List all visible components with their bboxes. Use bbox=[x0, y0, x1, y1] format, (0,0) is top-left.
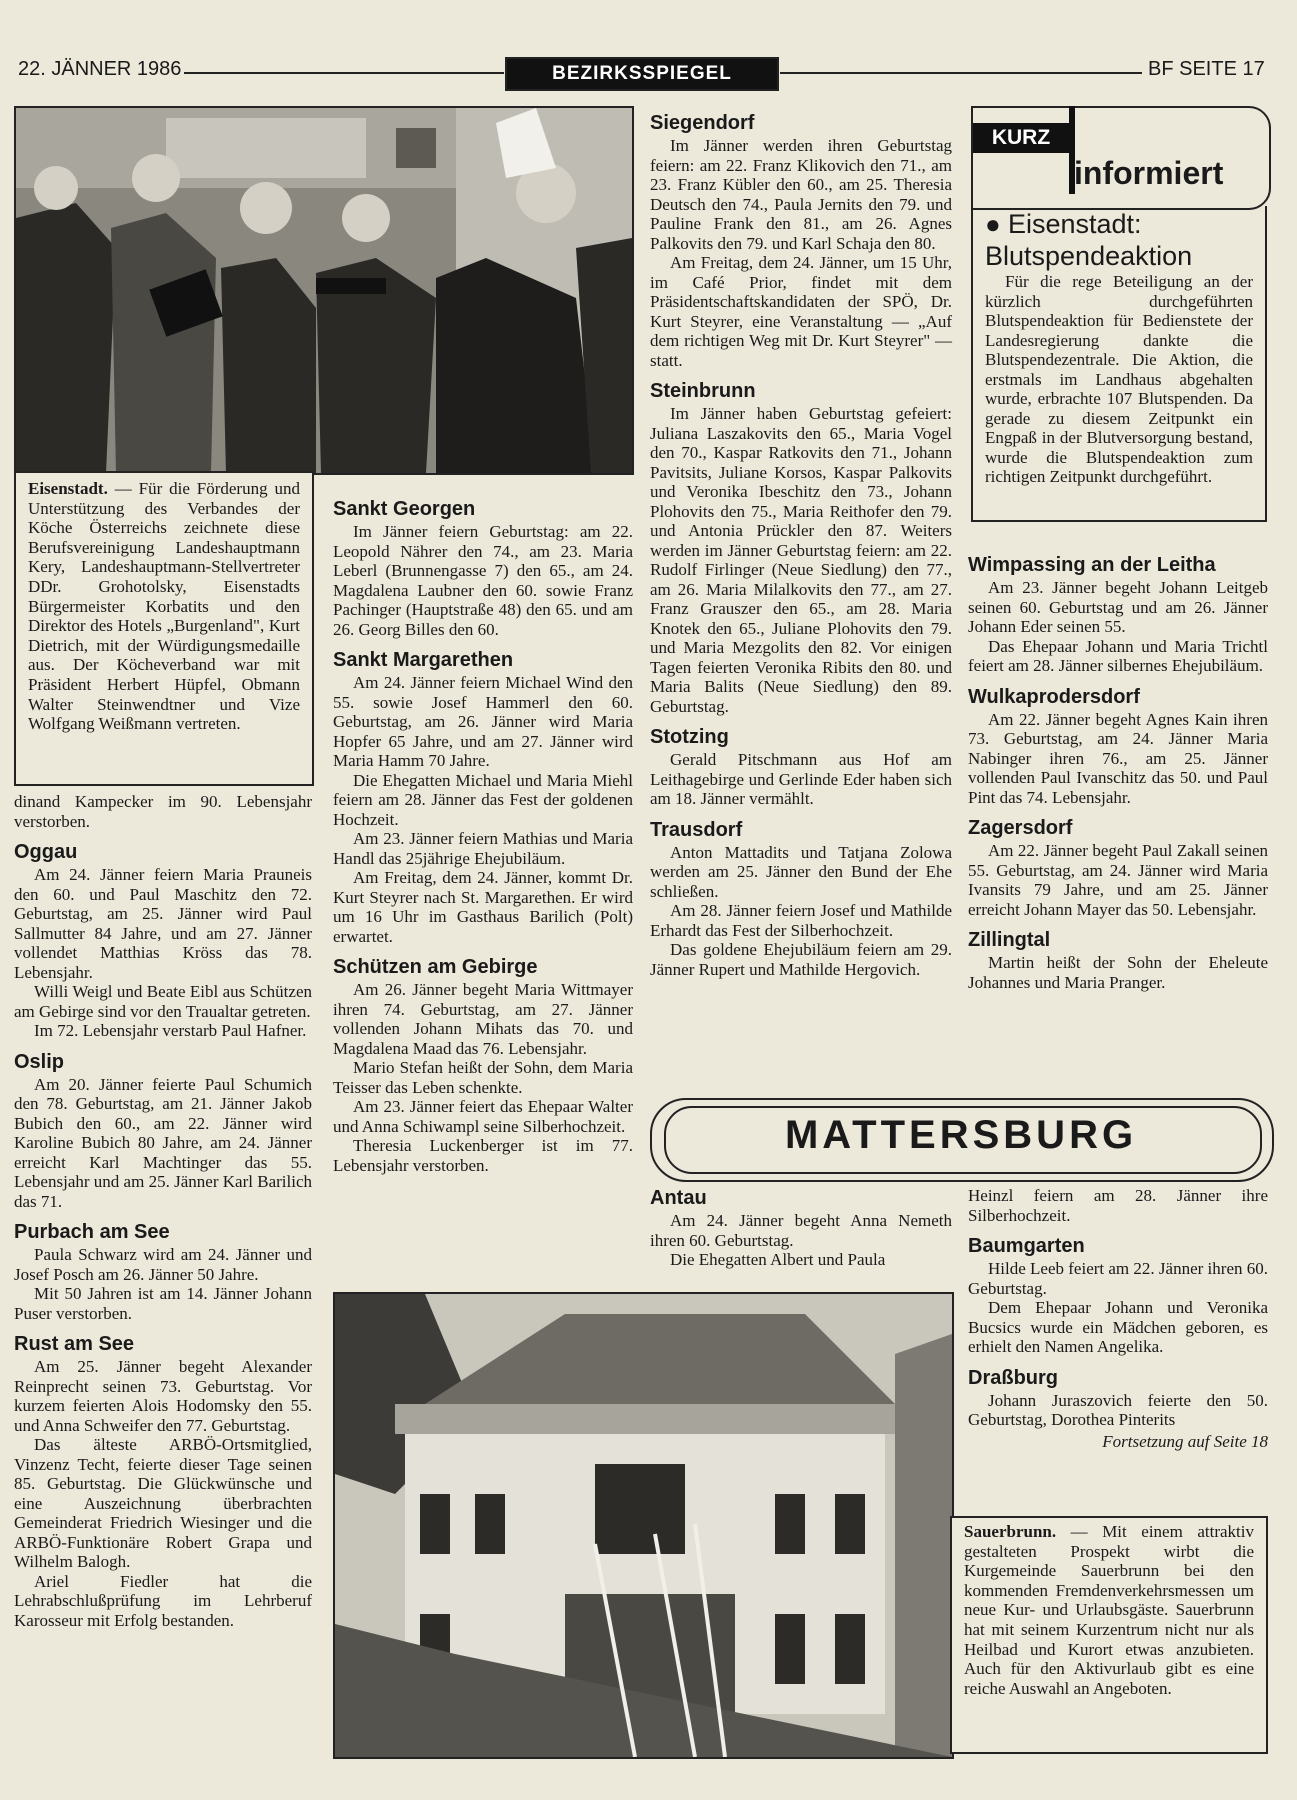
section-heading: Purbach am See bbox=[14, 1221, 170, 1243]
kurz-headline bbox=[985, 208, 1253, 272]
mattersburg-title: MATTERSBURG bbox=[784, 1113, 1138, 1157]
paragraph: Ariel Fiedler hat die Lehrabschlußprüfung im Lehrberuf Karosseur mit Erfolg bestanden. bbox=[14, 1571, 312, 1630]
kurz-text-para: Für die rege Beteiligung an der kürzlich durchgeführten Blutspendeaktion für Bedienstete der Landesregierung dankte die Blutspendezentrale. Die Aktion, die erstmals im Landhaus abgehalten wurde, erbrachte 107 Blutspenden. Da gerade zu diesem Zeitpunkt ein Engpaß in der Blutversorgung bestand, wurde die Blutspendeaktion zum richtigen Zeitpunkt durchgeführt. bbox=[985, 272, 1253, 486]
section-body bbox=[968, 953, 1268, 992]
kurz-text bbox=[985, 272, 1253, 487]
paragraph: Am 26. Jänner begeht Maria Wittmayer ihren 74. Geburtstag, am 27. Jänner vollenden Johann Mihats das 70. und Magdalena Maad das 76. Lebensjahr. bbox=[333, 980, 633, 1058]
section-heading: Sankt Georgen bbox=[333, 498, 476, 520]
column-3 bbox=[650, 102, 952, 979]
kurz-content bbox=[971, 206, 1267, 522]
section-title: BEZIRKSSPIEGEL bbox=[505, 57, 779, 91]
paragraph: Am 24. Jänner feiern Maria Prauneis den 60. und Paul Maschitz den 72. Geburtstag, am 25. Jänner wird Paul Sallmutter 84 Jahre, und am 27. Jänner vollendet Matthias Kröss das 78. Lebensjahr. bbox=[14, 865, 312, 982]
col3-sections bbox=[650, 110, 952, 979]
paragraph: Theresia Luckenberger ist im 77. Lebensjahr verstorben. bbox=[333, 1136, 633, 1175]
section-body bbox=[968, 1259, 1268, 1357]
paragraph: Das Ehepaar Johann und Maria Trichtl feiert am 28. Jänner silbernes Ehejubiläum. bbox=[968, 636, 1268, 675]
antau-para-2: Die Ehegatten Albert und Paula bbox=[670, 1250, 886, 1269]
section-heading: Stotzing bbox=[650, 726, 729, 748]
paragraph: Am 28. Jänner feiern Josef und Mathilde Erhardt das Fest der Silberhochzeit. bbox=[650, 901, 952, 940]
paragraph: Im Jänner haben Geburtstag gefeiert: Juliana Laszakovits den 65., Maria Vogel den 70., Kaspar Ratkovits den 71., Johann Pavitsits, Juliane Korsos, Kaspar Palkovits und Veronika Ibeschitz den 73., Johann Plohovits den 75., Maria Reithofer den 79. und Antonia Prückler den 87. Weiters werden im Jänner Geburtstag feiern: am 22. Rudolf Firlinger (Neue Siedlung) den 77., am 26. Maria Milalkovits den 77., am 27. Franz Grauszer den 65., am 28. Maria Knotek den 65., Juliane Plohovits den 79. und Maria Mezgolits den 82. Vor einigen Tagen feierten Veronika Ribits den 80. und Maria Balits (Neue Siedlung) den 89. Geburtstag. bbox=[650, 404, 952, 716]
section-body bbox=[968, 1391, 1268, 1430]
section-body bbox=[14, 865, 312, 1041]
bullet-icon: ● bbox=[985, 209, 1008, 239]
paragraph: Am 25. Jänner begeht Alexander Reinprecht seinen 73. Geburtstag. Vor kurzem feierten Alois Hodomsky den 55. und Anna Schweifer den 77. Geburtstag. bbox=[14, 1357, 312, 1435]
section-body bbox=[968, 578, 1268, 676]
section-body bbox=[333, 673, 633, 946]
section-heading: Schützen am Gebirge bbox=[333, 956, 538, 978]
paragraph: Willi Weigl und Beate Eibl aus Schützen am Gebirge sind vor den Traualtar getreten. bbox=[14, 982, 312, 1021]
antau-section bbox=[650, 1185, 952, 1270]
section-body bbox=[968, 710, 1268, 808]
award-ceremony-image bbox=[16, 108, 632, 473]
paragraph: Martin heißt der Sohn der Eheleute Johannes und Maria Pranger. bbox=[968, 953, 1268, 992]
paragraph: Die Ehegatten Michael und Maria Miehl feiern am 28. Jänner das Fest der goldenen Hochzeit. bbox=[333, 770, 633, 829]
photo-award-ceremony bbox=[14, 106, 634, 475]
kurz-headline-text: Eisenstadt: Blutspendeaktion bbox=[985, 209, 1193, 271]
col1-continuation: dinand Kampecker im 90. Lebensjahr verstorben. bbox=[14, 792, 312, 831]
header-rule-left bbox=[184, 72, 504, 74]
paragraph: Das älteste ARBÖ-Ortsmitglied, Vinzenz Techt, feierte dieser Tage seinen 85. Geburtstag. Die Glückwünsche und eine Auszeichnung überbrachten Gemeinderat Friedrich Wiesinger und die ARBÖ-Funktionäre Robert Grapa und Wilhelm Balogh. bbox=[14, 1435, 312, 1571]
section-heading: Antau bbox=[650, 1187, 707, 1209]
section-heading: Draßburg bbox=[968, 1366, 1058, 1389]
section-heading: Wulkaprodersdorf bbox=[968, 685, 1140, 708]
header-rule-right bbox=[780, 72, 1142, 74]
paragraph: Hilde Leeb feiert am 22. Jänner ihren 60. Geburtstag. bbox=[968, 1259, 1268, 1298]
paragraph: Am 22. Jänner begeht Agnes Kain ihren 73. Geburtstag, am 24. Jänner Maria Nabinger ihren 76., am 25. Jänner vollenden Paul Ivanschitz das 50. und Paul Pint das 74. Lebensjahr. bbox=[968, 709, 1268, 807]
mattersburg-sections bbox=[968, 1233, 1268, 1430]
mattersburg-right-column bbox=[968, 1186, 1268, 1452]
paragraph: Im Jänner werden ihren Geburtstag feiern: am 22. Franz Klikovich den 71., am 23. Franz Kübler den 60., am 25. Theresia Deutsch den 74., Paula Jernits den 79. und Pauline Frank den 81., am 26. Agnes Palkovits den 79. und Karl Schaja den 80. bbox=[650, 136, 952, 253]
antau-para-1: Am 24. Jänner begeht Anna Nemeth ihren 60. Geburtstag. bbox=[650, 1211, 952, 1250]
section-heading: Trausdorf bbox=[650, 818, 743, 841]
sauerbrunn-lead: Sauerbrunn. bbox=[964, 1522, 1057, 1541]
page-number: BF SEITE 17 bbox=[1148, 58, 1265, 80]
col4-sections bbox=[968, 552, 1268, 992]
column-4 bbox=[968, 544, 1268, 992]
caption-text: — Für die Förderung und Unterstützung des Verbandes der Köche Österreichs zeichnete diese Berufsvereinigung Landeshauptmann Kery, Landeshauptmann-Stellvertreter DDr. Grohotolsky, Eisenstadts Bürgermeister Korbatits und den Direktor des Hotels „Burgenland", Kurt Dietrich, mit der Würdigungsmedaille aus. Der Köcheverband war mit Präsident Herbert Hüpfel, Obmann Walter Steinwendtner und Vize Wolfgang Weißmann vertreten. bbox=[28, 479, 300, 734]
section-body bbox=[650, 404, 952, 716]
sauerbrunn-text: — Mit einem attraktiv gestalteten Prospekt wirbt die Kurgemeinde Sauerbrunn bei den kommenden Fremdenverkehrsmessen um neue Kur- und Urlaubsgäste. Sauerbrunn hat mit seinem Kurzentrum nicht nur als Heilbad und Kurort etwas anzubieten. Auch für den Aktivurlaub gibt es eine reiche Auswahl an Angeboten. bbox=[964, 1522, 1254, 1698]
section-heading: Baumgarten bbox=[968, 1235, 1085, 1257]
section-heading: Zillingtal bbox=[968, 929, 1051, 951]
antau-continuation: Heinzl feiern am 28. Jänner ihre Silberhochzeit. bbox=[968, 1186, 1268, 1225]
col1-sections bbox=[14, 839, 312, 1630]
paragraph: Am 22. Jänner begeht Paul Zakall seinen 55. Geburtstag, am 24. Jänner wird Maria Ivansits 79 Jahre, und am 25. Jänner erreicht Johann Mayer das 50. Lebensjahr. bbox=[968, 841, 1268, 919]
section-body bbox=[333, 980, 633, 1175]
continuation-note: Fortsetzung auf Seite 18 bbox=[1102, 1431, 1268, 1451]
section-body bbox=[14, 1245, 312, 1323]
paragraph: Das goldene Ehejubiläum feiern am 29. Jänner Rupert und Mathilde Hergovich. bbox=[650, 940, 952, 979]
section-body bbox=[333, 522, 633, 639]
section-body bbox=[650, 750, 952, 809]
section-heading: Sankt Margarethen bbox=[333, 649, 514, 671]
section-heading: Oggau bbox=[14, 841, 78, 863]
photo-kurhaus bbox=[333, 1292, 954, 1759]
caption-lead: Eisenstadt. bbox=[28, 479, 108, 498]
paragraph: Im Jänner feiern Geburtstag: am 22. Leopold Nährer den 74., am 23. Maria Leberl (Brunnengasse 7) den 65., am 24. Magdalena Laubner den 60. sowie Franz Pachinger (Hauptstraße 48) den 65. und am 26. Georg Billes den 60. bbox=[333, 522, 633, 639]
paragraph: Am 23. Jänner feiert das Ehepaar Walter und Anna Schiwampl seine Silberhochzeit. bbox=[333, 1097, 633, 1136]
sauerbrunn-box bbox=[950, 1516, 1268, 1754]
section-body bbox=[14, 1357, 312, 1630]
col2-sections bbox=[333, 496, 633, 1175]
column-1 bbox=[14, 792, 312, 1630]
paragraph: Im 72. Lebensjahr verstarb Paul Hafner. bbox=[34, 1021, 307, 1040]
section-body bbox=[968, 841, 1268, 919]
section-heading: Oslip bbox=[14, 1050, 65, 1073]
kurhaus-building-image bbox=[335, 1294, 952, 1757]
issue-date: 22. JÄNNER 1986 bbox=[18, 58, 182, 80]
kurz-label: KURZ bbox=[973, 123, 1069, 153]
column-2 bbox=[333, 488, 633, 1175]
section-heading: Zagersdorf bbox=[968, 817, 1073, 839]
paragraph: Am 24. Jänner feiern Michael Wind den 55. sowie Josef Hammerl den 60. Geburtstag, am 26. Jänner wird Maria Hopfer 65 Jahre, und am 27. Jänner wird Maria Hamm 70 Jahre. bbox=[333, 673, 633, 770]
paragraph: Mit 50 Jahren ist am 14. Jänner Johann Puser verstorben. bbox=[14, 1284, 312, 1323]
paragraph: Am Freitag, dem 24. Jänner, kommt Dr. Kurt Steyrer nach St. Margarethen. Er wird um 16 Uhr im Gasthaus Barilich (Polt) erwartet. bbox=[333, 868, 633, 946]
paragraph: Johann Juraszovich feierte den 50. Geburtstag, Dorothea Pinterits bbox=[968, 1390, 1268, 1429]
section-heading: Rust am See bbox=[14, 1333, 135, 1355]
paragraph: Am Freitag, dem 24. Jänner, um 15 Uhr, im Café Prior, findet mit dem Präsidentschaftskandidaten der SPÖ, Dr. Kurt Steyrer, eine Veranstaltung — „Auf dem richtigen Weg mit Dr. Kurt Steyrer" — statt. bbox=[650, 253, 952, 370]
paragraph: Anton Mattadits und Tatjana Zolowa werden am 25. Jänner den Bund der Ehe schließen. bbox=[650, 842, 952, 901]
section-body bbox=[650, 843, 952, 980]
paragraph: Mario Stefan heißt der Sohn, dem Maria Teisser das Leben schenkte. bbox=[333, 1058, 633, 1097]
section-heading: Steinbrunn bbox=[650, 380, 756, 402]
section-heading: Wimpassing an der Leitha bbox=[968, 554, 1216, 576]
paragraph: Am 20. Jänner feierte Paul Schumich den 78. Geburtstag, am 21. Jänner Jakob Bubich den 60., am 22. Jänner wird Karoline Bubich 80 Jahre, am 24. Jänner erreicht Karl Machtinger das 55. Lebensjahr und am 25. Jänner Karl Barilich das 71. bbox=[14, 1074, 312, 1211]
section-body bbox=[14, 1075, 312, 1212]
paragraph: Paula Schwarz wird am 24. Jänner und Josef Posch am 26. Jänner 50 Jahre. bbox=[14, 1245, 312, 1284]
paragraph: Am 23. Jänner feiern Mathias und Maria Handl das 25jährige Ehejubiläum. bbox=[333, 829, 633, 868]
photo-caption bbox=[14, 471, 314, 786]
paragraph: Dem Ehepaar Johann und Veronika Bucsics wurde ein Mädchen geboren, es erhielt den Namen Angelika. bbox=[968, 1298, 1268, 1356]
kurz-title: informiert bbox=[1074, 155, 1224, 191]
section-heading: Siegendorf bbox=[650, 112, 755, 134]
section-body bbox=[650, 136, 952, 370]
paragraph: Gerald Pitschmann aus Hof am Leithagebirge und Gerlinde Eder haben sich am 18. Jänner vermählt. bbox=[650, 750, 952, 808]
paragraph: Am 23. Jänner begeht Johann Leitgeb seinen 60. Geburtstag und am 26. Jänner Johann Eder seinen 55. bbox=[968, 578, 1268, 636]
